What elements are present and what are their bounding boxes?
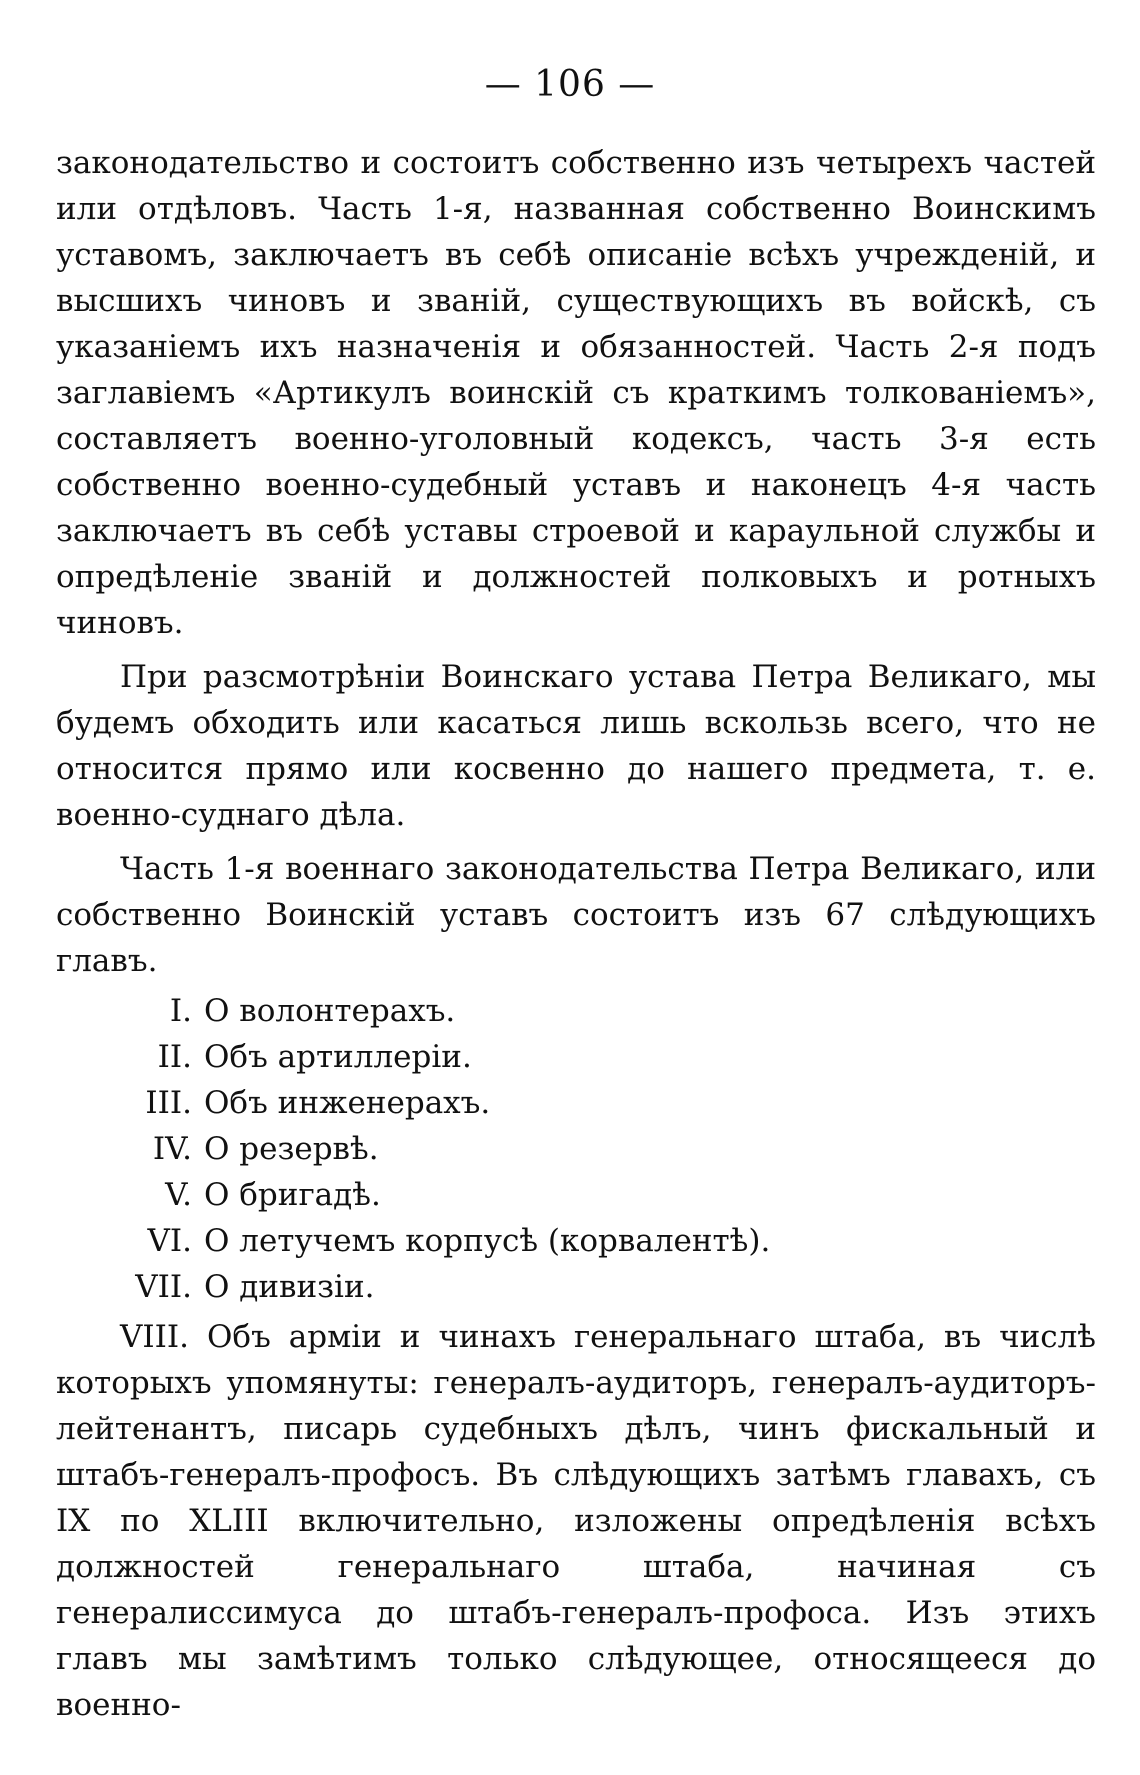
paragraph-continued: законодательство и состоитъ собственно изъ четырехъ частей или отдѣловъ. Часть 1-я, названная собственно Воинскимъ уставомъ, заключаетъ въ себѣ описаніе всѣхъ учрежденій, и высшихъ чиновъ и званій, существующихъ въ войскѣ, съ указаніемъ ихъ назначенія и обязанностей. Часть 2-я подъ заглавіемъ «Артикулъ воинскій съ краткимъ толкованіемъ», составляетъ военно-уголовный кодексъ, часть 3-я есть собственно военно-судебный уставъ и наконецъ 4-я часть заключаетъ въ себѣ уставы строевой и караульной службы и опредѣленіе званій и должностей полковыхъ и ротныхъ чиновъ. (56, 145, 1096, 641)
chapter-numeral: I. (169, 993, 192, 1029)
chapter-numeral: VII. (135, 1269, 192, 1305)
chapter-numeral: III. (145, 1085, 192, 1121)
chapter-viii-text: Объ арміи и чинахъ генеральнаго штаба, въ числѣ которыхъ упомянуты: генералъ-аудиторъ, генералъ-аудиторъ-лейтенантъ, писарь судебныхъ дѣлъ, чинъ фискальный и штабъ-генералъ-профосъ. Въ слѣдующихъ затѣмъ главахъ, съ IX по XLIII включительно, изложены опредѣленія всѣхъ должностей генеральнаго штаба, начиная съ генералиссимуса до штабъ-генералъ-профоса. Изъ этихъ главъ мы замѣтимъ только слѣдующее, относящееся до военно- (56, 1319, 1096, 1723)
chapter-title: О резервѣ. (204, 1131, 379, 1167)
chapter-numeral: II. (157, 1039, 192, 1075)
chapter-item (56, 1218, 1096, 1264)
chapter-viii-numeral: VIII. (120, 1319, 189, 1355)
chapter-list (56, 988, 1096, 1310)
chapter-numeral: V. (165, 1177, 192, 1213)
chapter-numeral: IV. (152, 1131, 192, 1167)
chapter-title: О бригадѣ. (204, 1177, 381, 1213)
chapter-title: О волонтерахъ. (204, 993, 456, 1029)
paragraph-chapters-intro: Часть 1-я военнаго законодательства Петра Великаго, или собственно Воинскій уставъ состоитъ изъ 67 слѣдующихъ главъ. (56, 851, 1096, 979)
paragraph-review-note: При разсмотрѣніи Воинскаго устава Петра Великаго, мы будемъ обходить или касаться лишь вскользь всего, что не относится прямо или косвенно до нашего предмета, т. е. военно-суднаго дѣла. (56, 659, 1096, 833)
chapter-title: Объ артиллеріи. (204, 1039, 472, 1075)
page-number: — 106 — (484, 64, 656, 105)
chapter-numeral: VI. (147, 1223, 192, 1259)
chapter-item (56, 1126, 1096, 1172)
chapter-title: О летучемъ корпусѣ (корвалентѣ). (204, 1223, 771, 1259)
chapter-item (56, 988, 1096, 1034)
chapter-item (56, 1172, 1096, 1218)
chapter-title: О дивизіи. (204, 1269, 375, 1305)
body-text (56, 140, 1096, 1728)
chapter-item (56, 1264, 1096, 1310)
chapter-item (56, 1080, 1096, 1126)
chapter-item (56, 1034, 1096, 1080)
chapter-viii-paragraph (56, 1314, 1096, 1728)
chapter-title: Объ инженерахъ. (204, 1085, 491, 1121)
